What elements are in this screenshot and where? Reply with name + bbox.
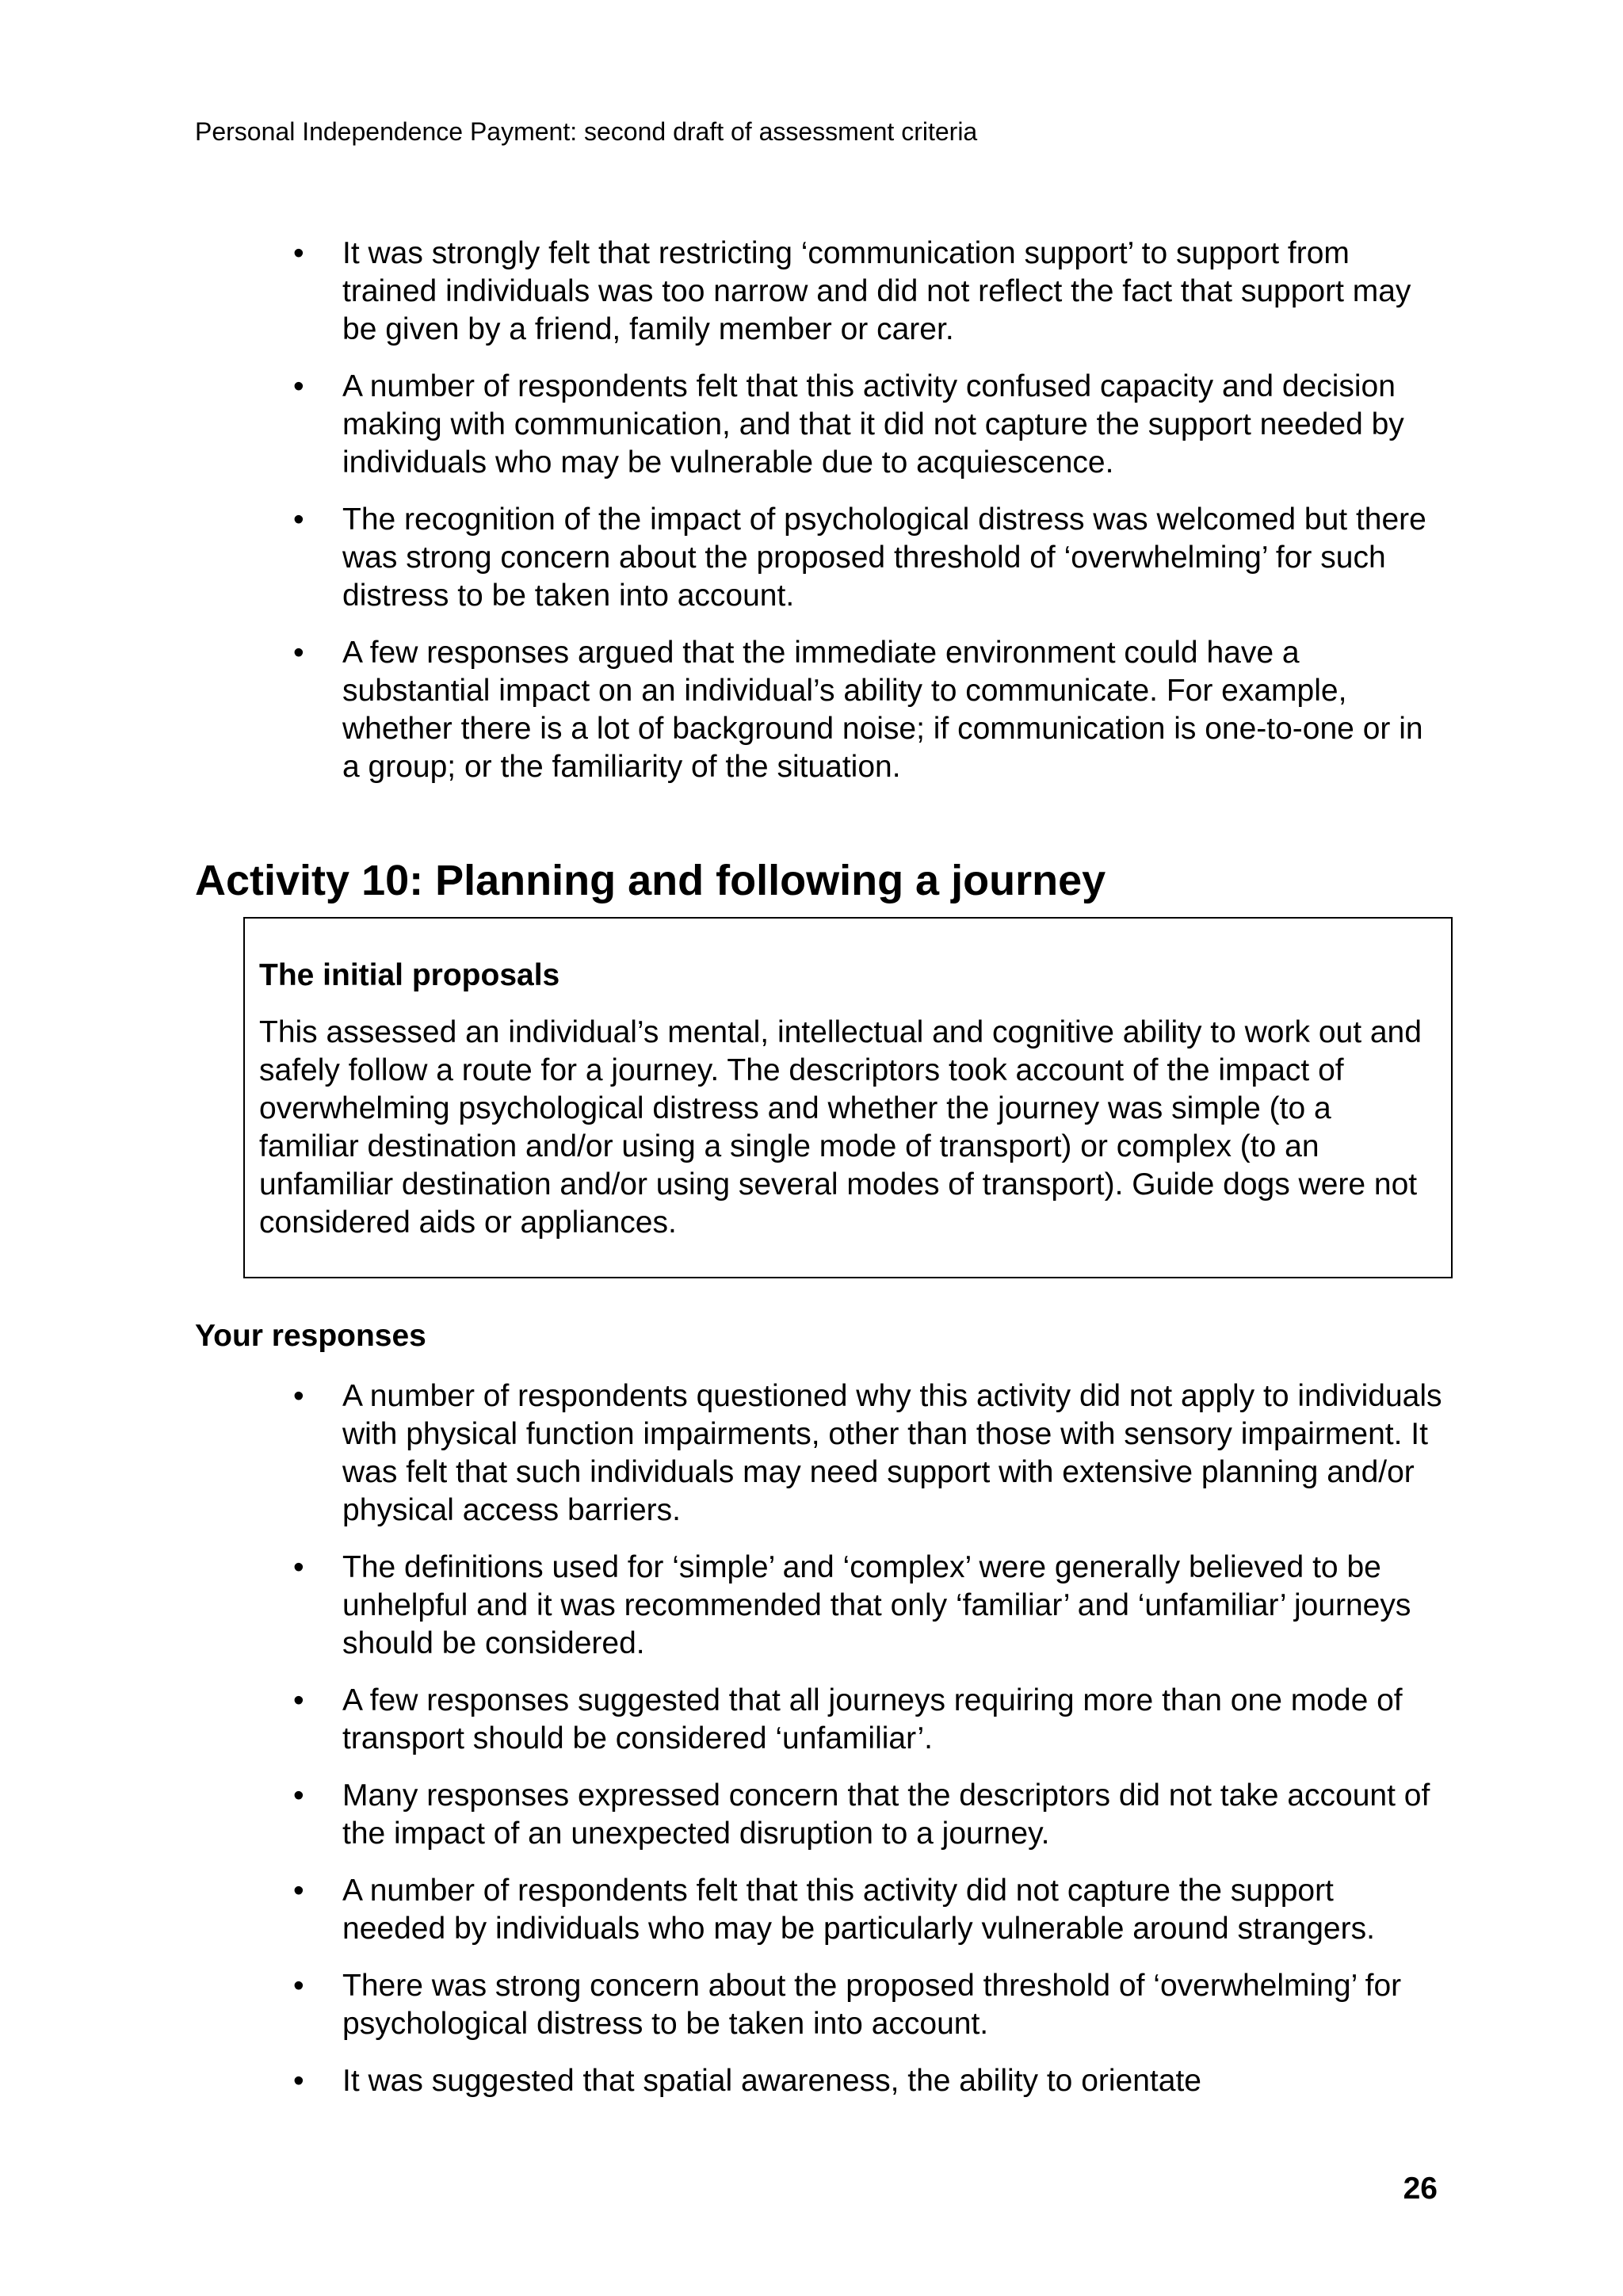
list-item <box>293 1777 1442 1853</box>
list-item <box>293 634 1442 786</box>
list-item-text: It was strongly felt that restricting ‘communication support’ to support from trained individuals was too narrow and did not reflect the fact that support may be given by a friend, family member or carer. <box>342 236 1411 346</box>
list-item-text: There was strong concern about the proposed threshold of ‘overwhelming’ for psychological distress to be taken into account. <box>342 1969 1402 2041</box>
responses-list <box>293 1377 1442 2119</box>
bullet-icon: • <box>293 502 304 537</box>
bullet-icon: • <box>293 1379 304 1413</box>
proposals-box-text: This assessed an individual’s mental, intellectual and cognitive ability to work out and safely follow a route for a journey. The descriptors took account of the impact of overwhelming psychological distress and whether the journey was simple (to a familiar destination and/or using a single mode of transport) or complex (to an unfamiliar destination and/or using several modes of transport). Guide dogs were not considered aids or appliances. <box>259 1015 1422 1240</box>
list-item-text: A few responses suggested that all journeys requiring more than one mode of transport should be considered ‘unfamiliar’. <box>342 1683 1403 1755</box>
list-item-text: The recognition of the impact of psychological distress was welcomed but there was strong concern about the proposed threshold of ‘overwhelming’ for such distress to be taken into account. <box>342 502 1426 613</box>
bullet-icon: • <box>293 2064 304 2098</box>
list-item-text: A number of respondents felt that this activity confused capacity and decision making with communication, and that it did not capture the support needed by individuals who may be vulnerable due to acquiescence. <box>342 369 1404 479</box>
list-item <box>293 1682 1442 1758</box>
page-number: 26 <box>1403 2172 1438 2206</box>
list-item-text: The definitions used for ‘simple’ and ‘complex’ were generally believed to be unhelpful and it was recommended that only ‘familiar’ and ‘unfamiliar’ journeys should be considered. <box>342 1550 1411 1660</box>
bullet-icon: • <box>293 1969 304 2003</box>
list-item <box>293 1967 1442 2043</box>
bullet-icon: • <box>293 369 304 403</box>
activity-heading: Activity 10: Planning and following a journey <box>195 857 1106 904</box>
bullet-icon: • <box>293 1874 304 1908</box>
bullet-icon: • <box>293 1683 304 1717</box>
proposals-box-title: The initial proposals <box>259 958 560 992</box>
list-item <box>293 235 1442 349</box>
communication-feedback-list <box>293 235 1442 805</box>
bullet-icon: • <box>293 636 304 670</box>
list-item <box>293 368 1442 482</box>
list-item <box>293 1549 1442 1663</box>
list-item <box>293 2062 1442 2100</box>
responses-heading: Your responses <box>195 1319 426 1353</box>
list-item <box>293 501 1442 615</box>
list-item-text: A number of respondents questioned why this activity did not apply to individuals with physical function impairments, other than those with sensory impairment. It was felt that such individuals may need support with extensive planning and/or physical access barriers. <box>342 1379 1442 1527</box>
running-header: Personal Independence Payment: second draft of assessment criteria <box>195 117 978 146</box>
list-item-text: A number of respondents felt that this activity did not capture the support needed by individuals who may be particularly vulnerable around strangers. <box>342 1874 1375 1946</box>
list-item-text: It was suggested that spatial awareness, the ability to orientate <box>342 2064 1201 2098</box>
list-item <box>293 1377 1442 1530</box>
list-item <box>293 1872 1442 1948</box>
list-item-text: A few responses argued that the immediate environment could have a substantial impact on an individual’s ability to communicate. For example, whether there is a lot of background noise; if communication is one-to-one or in a group; or the familiarity of the situation. <box>342 636 1423 784</box>
bullet-icon: • <box>293 236 304 270</box>
bullet-icon: • <box>293 1778 304 1813</box>
list-item-text: Many responses expressed concern that the descriptors did not take account of the impact of an unexpected disruption to a journey. <box>342 1778 1430 1851</box>
bullet-icon: • <box>293 1550 304 1584</box>
initial-proposals-box <box>243 917 1453 1278</box>
